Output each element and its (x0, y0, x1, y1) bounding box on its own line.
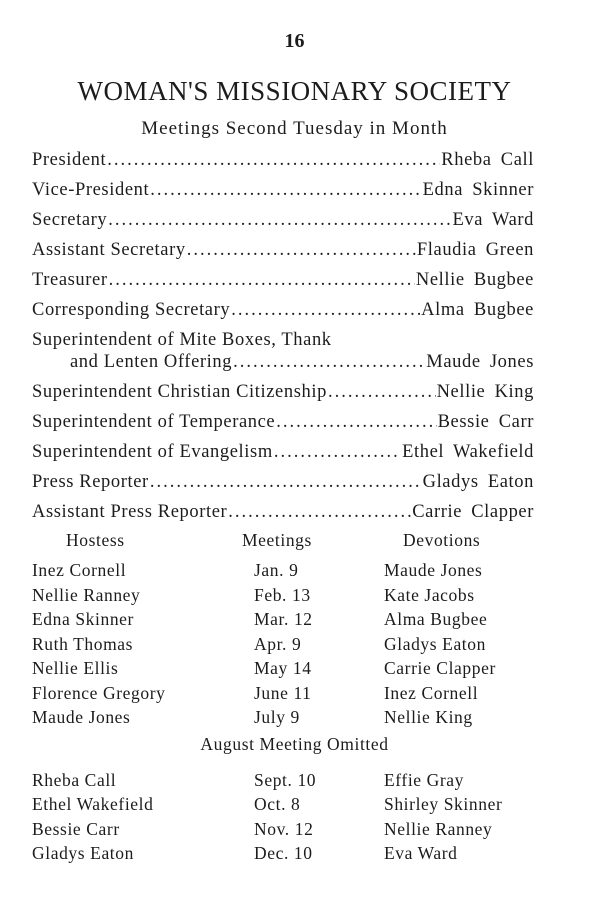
schedule-row (0, 658, 589, 683)
officer-entry (32, 502, 534, 532)
officer-role-line2-row (32, 352, 534, 373)
schedule-row (0, 819, 589, 844)
dot-leader (187, 240, 416, 261)
hostess-cell: Rheba Call (32, 769, 117, 790)
dot-leader (107, 150, 440, 171)
meeting-date-cell: Sept. 10 (254, 769, 317, 790)
officer-name: Alma Bugbee (421, 300, 534, 320)
devotions-cell: Nellie King (384, 707, 473, 727)
officer-entry (32, 442, 534, 472)
hostess-cell: Ruth Thomas (32, 633, 134, 654)
page-title: WOMAN'S MISSIONARY SOCIETY (77, 76, 512, 106)
header-hostess: Hostess (66, 530, 125, 550)
devotions-cell: Eva Ward (384, 843, 458, 863)
schedule-header (0, 530, 589, 560)
officer-role: Secretary (32, 210, 108, 230)
officer-name: Edna Skinner (422, 180, 534, 200)
hostess-cell: Nellie Ellis (32, 658, 119, 678)
dot-leader (233, 352, 425, 373)
dot-leader (108, 210, 451, 231)
schedule-row (0, 707, 589, 732)
officer-name: Gladys Eaton (422, 472, 534, 492)
schedule-row (0, 843, 589, 868)
dot-leader (228, 502, 411, 523)
officer-role: Superintendent Christian Citizenship (32, 382, 327, 402)
officer-role: Superintendent of Temperance (32, 412, 276, 432)
officer-entry (32, 382, 534, 412)
hostess-cell: Florence Gregory (32, 682, 166, 703)
schedule-row (0, 794, 589, 819)
schedule-row (0, 770, 589, 795)
dot-leader (150, 472, 422, 493)
officer-role: Press Reporter (32, 472, 149, 492)
devotions-cell: Alma Bugbee (384, 609, 488, 629)
devotions-cell: Kate Jacobs (384, 584, 475, 605)
hostess-cell: Bessie Carr (32, 818, 120, 839)
officer-name: Carrie Clapper (412, 502, 534, 522)
devotions-cell: Shirley Skinner (384, 794, 503, 814)
officer-name: Maude Jones (426, 352, 534, 372)
dot-leader (276, 412, 436, 433)
officer-role: Corresponding Secretary (32, 300, 231, 320)
devotions-cell: Carrie Clapper (384, 658, 496, 678)
officer-entry (32, 240, 534, 270)
hostess-cell: Nellie Ranney (32, 584, 141, 605)
meeting-date-cell: Oct. 8 (254, 794, 301, 814)
hostess-cell: Ethel Wakefield (32, 794, 154, 814)
officer-role: President (32, 150, 107, 170)
header-devotions: Devotions (403, 530, 481, 550)
officer-entry (32, 180, 534, 210)
devotions-cell: Inez Cornell (384, 682, 479, 703)
meeting-date-cell: Apr. 9 (254, 633, 302, 654)
page-subtitle: Meetings Second Tuesday in Month (141, 118, 448, 139)
meeting-date-cell: May 14 (254, 658, 312, 678)
meeting-date-cell: Mar. 12 (254, 609, 313, 629)
officer-role-line2: and Lenten Offering (70, 352, 233, 372)
meeting-date-cell: Nov. 12 (254, 818, 314, 839)
hostess-cell: Inez Cornell (32, 560, 127, 580)
hostess-cell: Edna Skinner (32, 609, 134, 629)
officer-entry (32, 472, 534, 502)
officer-role: Assistant Secretary (32, 240, 186, 260)
hostess-cell: Maude Jones (32, 707, 131, 727)
officer-list (32, 150, 534, 532)
officer-entry-mite-boxes (32, 330, 534, 382)
officer-role: Superintendent of Evangelism (32, 442, 273, 462)
dot-leader (231, 300, 420, 321)
officer-name: Nellie Bugbee (415, 270, 534, 290)
schedule-row (0, 560, 589, 585)
officer-role: Vice-President (32, 180, 150, 200)
devotions-cell: Nellie Ranney (384, 818, 493, 839)
dot-leader (328, 382, 436, 403)
devotions-cell: Maude Jones (384, 560, 483, 580)
officer-entry (32, 412, 534, 442)
meeting-date-cell: June 11 (254, 682, 312, 703)
meeting-date-cell: Dec. 10 (254, 843, 313, 863)
officer-name: Bessie Carr (437, 412, 534, 432)
officer-entry (32, 270, 534, 300)
officer-role-line1: Superintendent of Mite Boxes, Thank (32, 330, 332, 350)
omitted-note: August Meeting Omitted (200, 733, 389, 754)
meeting-date-cell: Feb. 13 (254, 584, 311, 605)
schedule-row (0, 634, 589, 659)
officer-name: Eva Ward (452, 210, 534, 230)
dot-leader (274, 442, 401, 463)
officer-name: Rheba Call (441, 150, 534, 170)
officer-role: Treasurer (32, 270, 108, 290)
devotions-cell: Gladys Eaton (384, 633, 486, 654)
meeting-date-cell: Jan. 9 (254, 560, 299, 580)
officer-entry (32, 210, 534, 240)
officer-name: Nellie King (436, 382, 534, 402)
devotions-cell: Effie Gray (384, 769, 465, 790)
officer-name: Flaudia Green (416, 240, 534, 260)
meeting-date-cell: July 9 (254, 707, 300, 727)
page-number: 16 (284, 30, 305, 52)
schedule-row (0, 585, 589, 610)
header-meetings: Meetings (242, 530, 312, 550)
hostess-cell: Gladys Eaton (32, 843, 134, 863)
dot-leader (150, 180, 421, 201)
officer-entry (32, 150, 534, 180)
dot-leader (109, 270, 415, 291)
meeting-schedule (0, 530, 589, 868)
spacer (0, 762, 589, 770)
officer-entry (32, 300, 534, 330)
schedule-row (0, 609, 589, 634)
officer-name: Ethel Wakefield (402, 442, 534, 462)
officer-role: Assistant Press Reporter (32, 502, 228, 522)
schedule-row (0, 683, 589, 708)
